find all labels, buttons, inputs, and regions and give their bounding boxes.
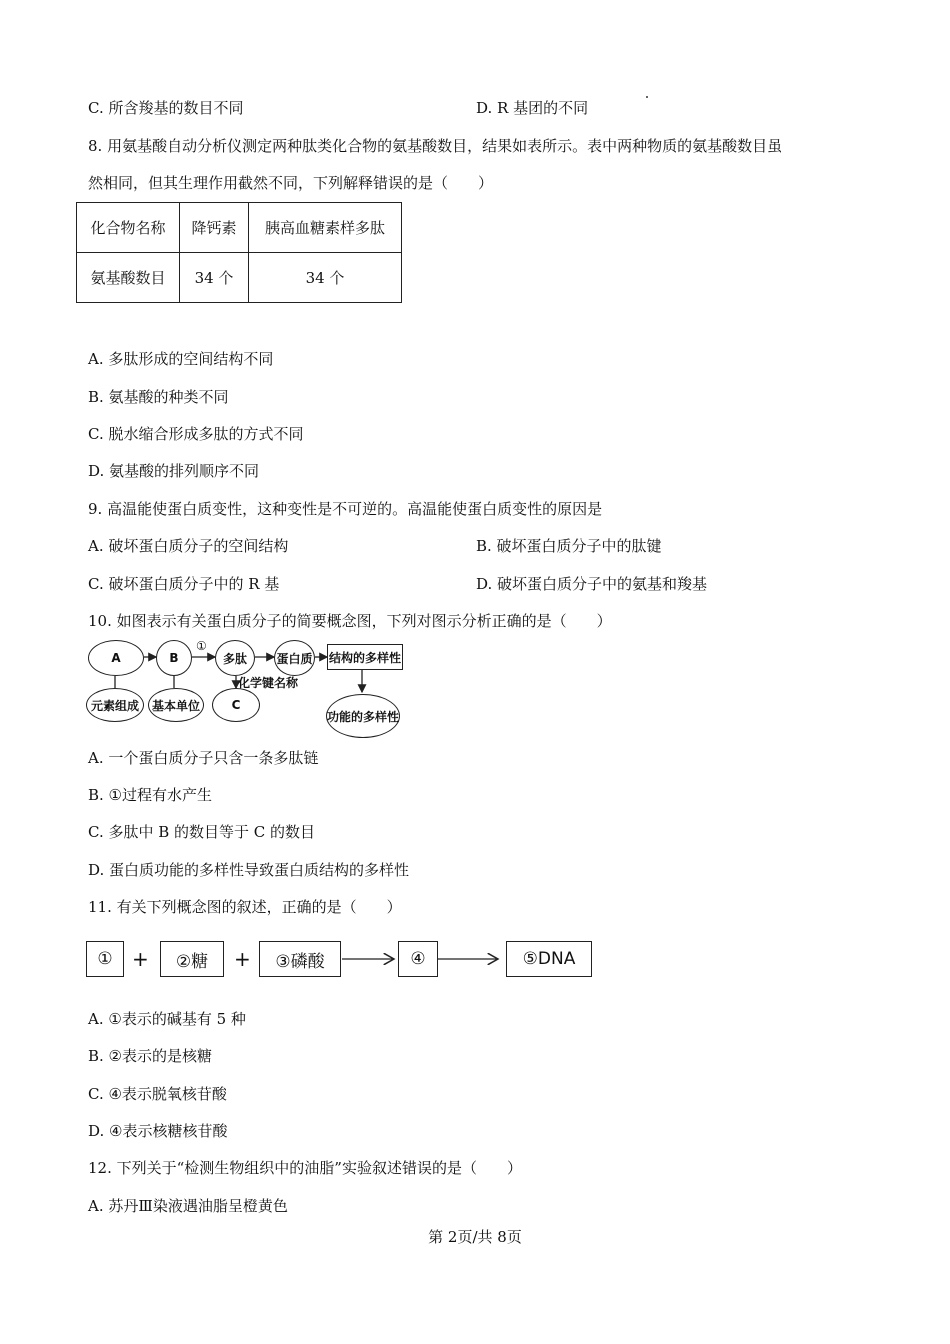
- q10-option-c[interactable]: C. 多肽中 B 的数目等于 C 的数目: [88, 823, 316, 841]
- q11-option-d[interactable]: D. ④表示核糖核苷酸: [88, 1122, 228, 1140]
- table-header-cell: 降钙素: [180, 203, 249, 253]
- protein-concept-map: [86, 638, 406, 740]
- q10-stem: 10. 如图表示有关蛋白质分子的简要概念图，下列对图示分析正确的是（ ）: [88, 612, 612, 630]
- node-function-diversity: 功能的多样性: [326, 694, 400, 738]
- node-a: A: [88, 640, 144, 676]
- node-structure-diversity: 结构的多样性: [327, 644, 403, 670]
- dna-concept-map: [86, 939, 606, 979]
- table-header-cell: 化合物名称: [77, 203, 180, 253]
- q10-option-b[interactable]: B. ①过程有水产生: [88, 786, 213, 804]
- node-b: B: [156, 640, 192, 676]
- q7-option-c[interactable]: C. 所含羧基的数目不同: [88, 99, 244, 117]
- node-c: C: [212, 688, 260, 722]
- q12-stem: 12. 下列关于“检测生物组织中的油脂”实验叙述错误的是（ ）: [88, 1159, 522, 1177]
- q10-option-a[interactable]: A. 一个蛋白质分子只含一条多肽链: [88, 749, 319, 767]
- box-1-base: ①: [86, 941, 124, 977]
- plus-sign: +: [234, 947, 251, 971]
- q8-option-b[interactable]: B. 氨基酸的种类不同: [88, 388, 229, 406]
- table-cell: 34 个: [180, 253, 249, 303]
- box-3-phosphate: ③磷酸: [259, 941, 341, 977]
- q9-stem: 9. 高温能使蛋白质变性，这种变性是不可逆的。高温能使蛋白质变性的原因是: [88, 500, 603, 518]
- q9-option-c[interactable]: C. 破坏蛋白质分子中的 R 基: [88, 575, 280, 593]
- box-2-sugar: ②糖: [160, 941, 224, 977]
- node-peptide: 多肽: [215, 640, 255, 676]
- q9-option-a[interactable]: A. 破坏蛋白质分子的空间结构: [88, 537, 289, 555]
- q9-option-b[interactable]: B. 破坏蛋白质分子中的肽键: [476, 537, 662, 555]
- node-protein: 蛋白质: [274, 640, 315, 676]
- q8-table: [76, 202, 402, 303]
- step-1-label: ①: [196, 639, 207, 653]
- table-cell: 34 个: [249, 253, 402, 303]
- q8-stem-line2: 然相同，但其生理作用截然不同，下列解释错误的是（ ）: [88, 174, 494, 192]
- q11-stem: 11. 有关下列概念图的叙述，正确的是（ ）: [88, 898, 402, 916]
- q8-option-d[interactable]: D. 氨基酸的排列顺序不同: [88, 462, 260, 480]
- node-basic-unit: 基本单位: [148, 688, 204, 722]
- q9-option-d[interactable]: D. 破坏蛋白质分子中的氨基和羧基: [476, 575, 708, 593]
- q8-option-a[interactable]: A. 多肽形成的空间结构不同: [88, 350, 274, 368]
- q11-option-a[interactable]: A. ①表示的碱基有 5 种: [88, 1010, 246, 1028]
- table-row: [77, 203, 402, 253]
- plus-sign: +: [132, 947, 149, 971]
- table-cell: 氨基酸数目: [77, 253, 180, 303]
- q10-option-d[interactable]: D. 蛋白质功能的多样性导致蛋白质结构的多样性: [88, 861, 410, 879]
- box-5-dna: ⑤DNA: [506, 941, 592, 977]
- stray-dot: [646, 96, 648, 98]
- q7-option-d[interactable]: D. R 基团的不同: [476, 99, 589, 117]
- table-header-cell: 胰高血糖素样多肽: [249, 203, 402, 253]
- q12-option-a[interactable]: A. 苏丹Ⅲ染液遇油脂呈橙黄色: [88, 1197, 288, 1215]
- q11-option-b[interactable]: B. ②表示的是核糖: [88, 1047, 213, 1065]
- box-4: ④: [398, 941, 438, 977]
- q8-stem-line1: 8. 用氨基酸自动分析仪测定两种肽类化合物的氨基酸数目，结果如表所示。表中两种物质的氨基酸数目虽: [88, 137, 783, 155]
- table-row: [77, 253, 402, 303]
- page-footer: 第 2页/共 8页: [428, 1228, 522, 1246]
- q11-option-c[interactable]: C. ④表示脱氧核苷酸: [88, 1085, 227, 1103]
- node-elements: 元素组成: [86, 688, 144, 722]
- q8-option-c[interactable]: C. 脱水缩合形成多肽的方式不同: [88, 425, 304, 443]
- bond-name-label: 化学键名称: [238, 676, 299, 690]
